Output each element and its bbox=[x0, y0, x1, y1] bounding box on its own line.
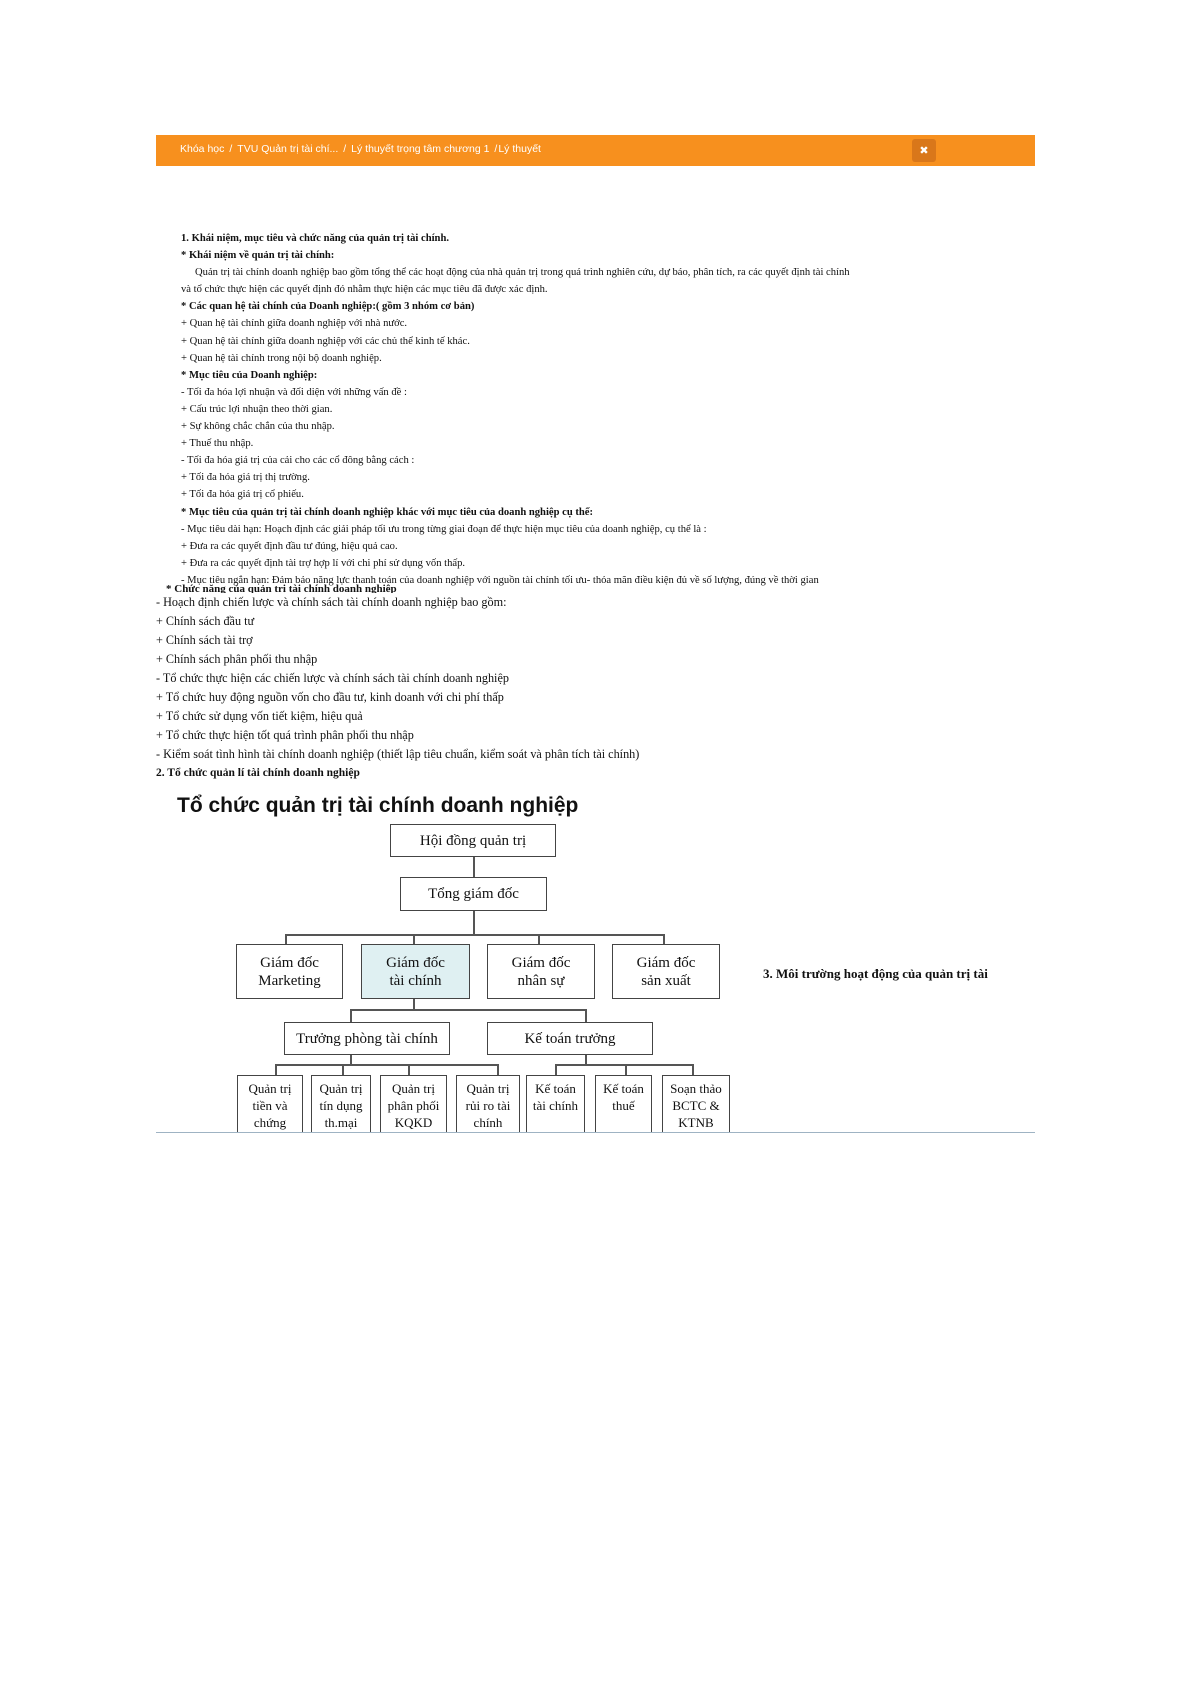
org-box-unit: Kế toán tài chính bbox=[526, 1075, 585, 1133]
org-box-unit: Quản trị rủi ro tài chính bbox=[456, 1075, 520, 1133]
concept-text: Quản trị tài chính doanh nghiệp bao gồm tổng thể các hoạt động của nhà quản trị trong quá trình nghiên cứu, dự báo, phân tích, ra các quyết định tài chính bbox=[195, 267, 850, 279]
breadcrumb-item-chapter[interactable]: Lý thuyết trọng tâm chương 1 bbox=[351, 143, 490, 155]
org-connector bbox=[413, 934, 415, 944]
goals-heading: * Mục tiêu của Doanh nghiệp: bbox=[181, 369, 318, 381]
breadcrumb: Khóa học / TVU Quản trị tài chí... / Lý thuyết trọng tâm chương 1 /Lý thuyết bbox=[180, 143, 541, 155]
org-box-unit: Soạn thảo BCTC & KTNB bbox=[662, 1075, 730, 1133]
list-item: - Mục tiêu dài hạn: Hoạch định các giải pháp tối ưu trong từng giai đoạn để thực hiện mục tiêu của doanh nghiệp, cụ thể là : bbox=[181, 523, 707, 535]
org-box-unit: Quản trị phân phối KQKD bbox=[380, 1075, 447, 1133]
org-connector bbox=[424, 1064, 498, 1066]
breadcrumb-bar bbox=[156, 135, 1035, 166]
list-item: - Tổ chức thực hiện các chiến lược và chính sách tài chính doanh nghiệp bbox=[156, 671, 509, 685]
org-connector bbox=[538, 934, 540, 944]
list-item: + Tối đa hóa giá trị thị trường. bbox=[181, 472, 310, 484]
list-item: - Kiểm soát tình hình tài chính doanh nghiệp (thiết lập tiêu chuẩn, kiểm soát và phân tích tài chính) bbox=[156, 747, 640, 761]
org-box-chief-accountant: Kế toán trưởng bbox=[487, 1022, 653, 1055]
section-1 bbox=[181, 230, 971, 589]
list-item: + Tổ chức thực hiện tốt quá trình phân phối thu nhập bbox=[156, 728, 414, 742]
list-item: - Mục tiêu ngắn hạn: Đảm bảo năng lực thanh toán của doanh nghiệp với nguồn tài chính tối ưu- thỏa mãn điều kiện đủ về số lượng, đúng về thời gian bbox=[181, 574, 819, 586]
org-connector bbox=[585, 1009, 587, 1023]
org-connector bbox=[413, 999, 415, 1009]
org-box-director-hr: Giám đốc nhân sự bbox=[487, 944, 595, 999]
breadcrumb-item-course[interactable]: TVU Quản trị tài chí... bbox=[237, 143, 339, 155]
org-box-unit: Kế toán thuế bbox=[595, 1075, 652, 1133]
breadcrumb-item-current: Lý thuyết bbox=[498, 143, 541, 155]
concept-heading: * Khái niệm về quản trị tài chính: bbox=[181, 250, 335, 262]
list-item: + Tổ chức huy động nguồn vốn cho đầu tư, kinh doanh với chi phí thấp bbox=[156, 690, 504, 704]
org-connector bbox=[663, 934, 665, 944]
section-2-heading: 2. Tổ chức quản lí tài chính doanh nghiệp bbox=[156, 767, 360, 779]
list-item: - Tối đa hóa lợi nhuận và đối diện với những vấn đề : bbox=[181, 386, 407, 398]
org-connector bbox=[473, 856, 475, 878]
list-item: - Tối đa hóa giá trị của cải cho các cổ đông bằng cách : bbox=[181, 455, 415, 467]
section-1-heading: 1. Khái niệm, mục tiêu và chức năng của quản trị tài chính. bbox=[181, 233, 449, 244]
content-divider bbox=[156, 1132, 1035, 1133]
list-item: + Chính sách tài trợ bbox=[156, 633, 253, 647]
list-item: + Tối đa hóa giá trị cổ phiếu. bbox=[181, 489, 304, 501]
org-box-director-production: Giám đốc sản xuất bbox=[612, 944, 720, 999]
section-3-heading: 3. Môi trường hoạt động của quản trị tài bbox=[763, 966, 988, 981]
list-item: + Quan hệ tài chính giữa doanh nghiệp với nhà nước. bbox=[181, 318, 408, 330]
org-box-board: Hội đồng quản trị bbox=[390, 824, 556, 857]
org-connector bbox=[555, 1064, 693, 1066]
section-2 bbox=[156, 584, 756, 783]
org-connector bbox=[285, 934, 287, 944]
list-item: + Đưa ra các quyết định đầu tư đúng, hiệu quả cao. bbox=[181, 540, 398, 552]
org-connector bbox=[350, 1009, 586, 1011]
org-box-unit: Quản trị tiền và chứng bbox=[237, 1075, 303, 1133]
relations-heading: * Các quan hệ tài chính của Doanh nghiệp:( gồm 3 nhóm cơ bản) bbox=[181, 301, 475, 313]
list-item: + Sự không chắc chắn của thu nhập. bbox=[181, 421, 335, 433]
close-icon: ✖ bbox=[919, 144, 929, 157]
org-box-director-marketing: Giám đốc Marketing bbox=[236, 944, 343, 999]
org-chart-title: Tổ chức quản trị tài chính doanh nghiệp bbox=[177, 794, 579, 817]
org-box-unit: Quản trị tín dụng th.mại bbox=[311, 1075, 371, 1133]
close-button[interactable] bbox=[912, 139, 936, 162]
fm-goals-heading: * Mục tiêu của quản trị tài chính doanh nghiệp khác với mục tiêu của doanh nghiệp cụ thể: bbox=[181, 506, 594, 518]
org-connector bbox=[585, 1055, 587, 1065]
list-item: + Quan hệ tài chính trong nội bộ doanh nghiệp. bbox=[181, 352, 382, 364]
org-connector bbox=[285, 934, 664, 936]
org-box-director-finance: Giám đốc tài chính bbox=[361, 944, 470, 999]
list-item: + Chính sách đầu tư bbox=[156, 614, 255, 628]
list-item: + Chính sách phân phối thu nhập bbox=[156, 652, 318, 666]
list-item: - Hoạch định chiến lược và chính sách tài chính doanh nghiệp bao gồm: bbox=[156, 595, 507, 609]
list-item: + Quan hệ tài chính giữa doanh nghiệp với các chủ thể kinh tế khác. bbox=[181, 335, 470, 347]
org-box-ceo: Tổng giám đốc bbox=[400, 877, 547, 911]
list-item: + Thuế thu nhập. bbox=[181, 438, 254, 450]
org-connector bbox=[350, 1055, 352, 1065]
org-connector bbox=[350, 1009, 352, 1023]
org-box-finance-head: Trưởng phòng tài chính bbox=[284, 1022, 450, 1055]
list-item: + Tổ chức sử dụng vốn tiết kiệm, hiệu quả bbox=[156, 709, 363, 723]
functions-heading: * Chức năng của quản trị tài chính doanh nghiệp bbox=[166, 584, 397, 593]
org-connector bbox=[473, 910, 475, 935]
breadcrumb-item-courses[interactable]: Khóa học bbox=[180, 143, 225, 155]
list-item: + Đưa ra các quyết định tài trợ hợp lí với chi phí sử dụng vốn thấp. bbox=[181, 557, 466, 569]
concept-text: và tổ chức thực hiện các quyết định đó nhằm thực hiện các mục tiêu đã được xác định. bbox=[181, 284, 548, 296]
list-item: + Cấu trúc lợi nhuận theo thời gian. bbox=[181, 403, 333, 415]
